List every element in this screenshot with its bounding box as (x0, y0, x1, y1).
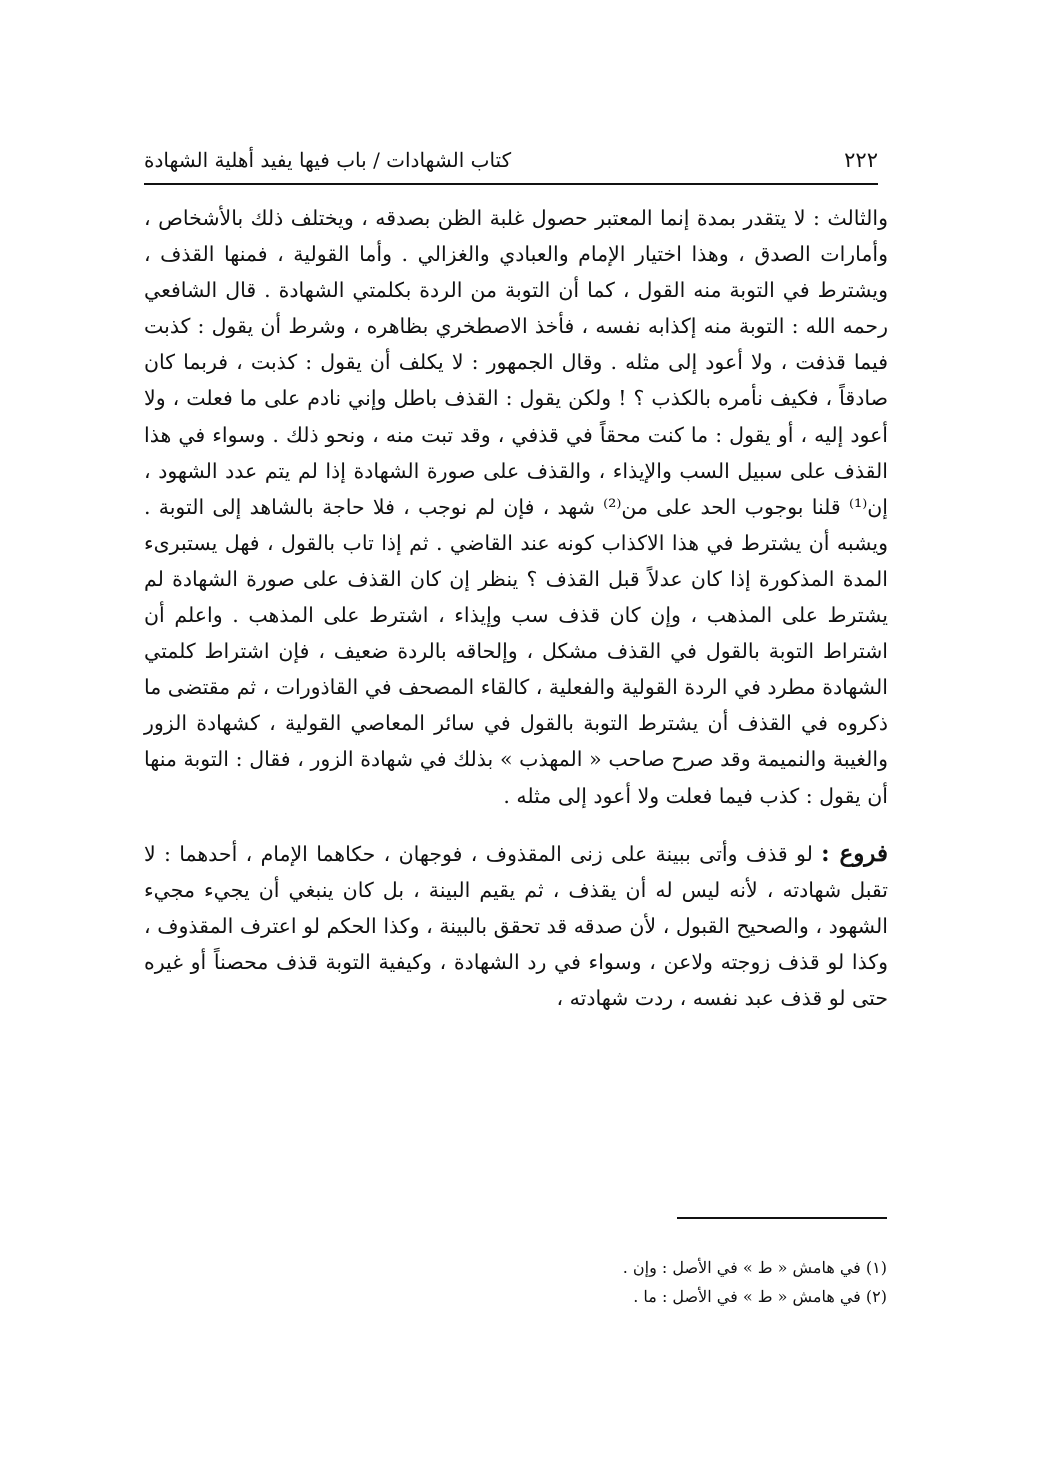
page-number: ٢٢٢ (844, 148, 878, 172)
footnote-divider (677, 1217, 887, 1219)
footnote-2: (٢) في هامش « ط » في الأصل : ما . (633, 1287, 887, 1306)
footnotes (500, 1253, 887, 1311)
footnote-1: (١) في هامش « ط » في الأصل : وإن . (622, 1258, 887, 1277)
paragraph-1: والثالث : لا يتقدر بمدة إنما المعتبر حصول غلبة الظن بصدقه ، ويختلف ذلك بالأشخاص ، وأمارات الصدق ، وهذا اختيار الإمام والعبادي والغزالي . وأما القولية ، فمنها القذف ، ويشترط في التوبة منه القول ، كما أن التوبة من الردة بكلمتي الشهادة . قال الشافعي رحمه الله : التوبة منه إكذابه نفسه ، فأخذ الاصطخري بظاهره ، وشرط أن يقول : كذبت فيما قذفت ، ولا أعود إلى مثله . وقال الجمهور : لا يكلف أن يقول : كذبت ، فربما كان صادقاً ، فكيف نأمره بالكذب ؟ ! ولكن يقول : القذف باطل وإني نادم على ما فعلت ، ولا أعود إليه ، أو يقول : ما كنت محقاً في قذفي ، وقد تبت منه ، ونحو ذلك . وسواء في هذا القذف على سبيل السب والإيذاء ، والقذف على صورة الشهادة إذا لم يتم عدد الشهود ، إن⁽¹⁾ قلنا بوجوب الحد على من⁽²⁾ شهد ، فإن لم نوجب ، فلا حاجة بالشاهد إلى التوبة . ويشبه أن يشترط في هذا الاكذاب كونه عند القاضي . ثم إذا تاب بالقول ، فهل يستبرىء المدة المذكورة إذا كان عدلاً قبل القذف ؟ ينظر إن كان القذف على صورة الشهادة لم يشترط على المذهب ، وإن كان قذف سب وإيذاء ، اشترط على المذهب . واعلم أن اشتراط التوبة بالقول في القذف مشكل ، وإلحاقه بالردة ضعيف ، فإن اشتراط كلمتي الشهادة مطرد في الردة القولية والفعلية ، كالقاء المصحف في القاذورات ، ثم مقتضى ما ذكروه في القذف أن يشترط التوبة بالقول في سائر المعاصي القولية ، كشهادة الزور والغيبة والنميمة وقد صرح صاحب « المهذب » بذلك في شهادة الزور ، فقال : التوبة منها أن يقول : كذب فيما فعلت ولا أعود إلى مثله . (144, 206, 888, 808)
running-header (144, 140, 878, 180)
paragraph-2 (144, 836, 888, 1016)
header-title: كتاب الشهادات / باب فيها يفيد أهلية الشهادة (144, 148, 512, 172)
paragraph-2-lead: فروع : (821, 839, 888, 867)
paragraph-spacer (144, 814, 888, 836)
main-text (144, 200, 888, 1016)
header-divider (144, 183, 878, 185)
paragraph-2-text: لو قذف وأتى ببينة على زنى المقذوف ، فوجهان ، حكاهما الإمام ، أحدهما : لا تقبل شهادته ، لأنه ليس له أن يقذف ، ثم يقيم البينة ، بل كان ينبغي أن يجيء مجيء الشهود ، والصحيح القبول ، لأن صدقه قد تحقق بالبينة ، وكذا الحكم لو اعترف المقذوف ، وكذا لو قذف زوجته ولاعن ، وسواء في رد الشهادة ، وكيفية التوبة قذف محصناً أو غيره حتى لو قذف عبد نفسه ، ردت شهادته ، (144, 841, 888, 1010)
